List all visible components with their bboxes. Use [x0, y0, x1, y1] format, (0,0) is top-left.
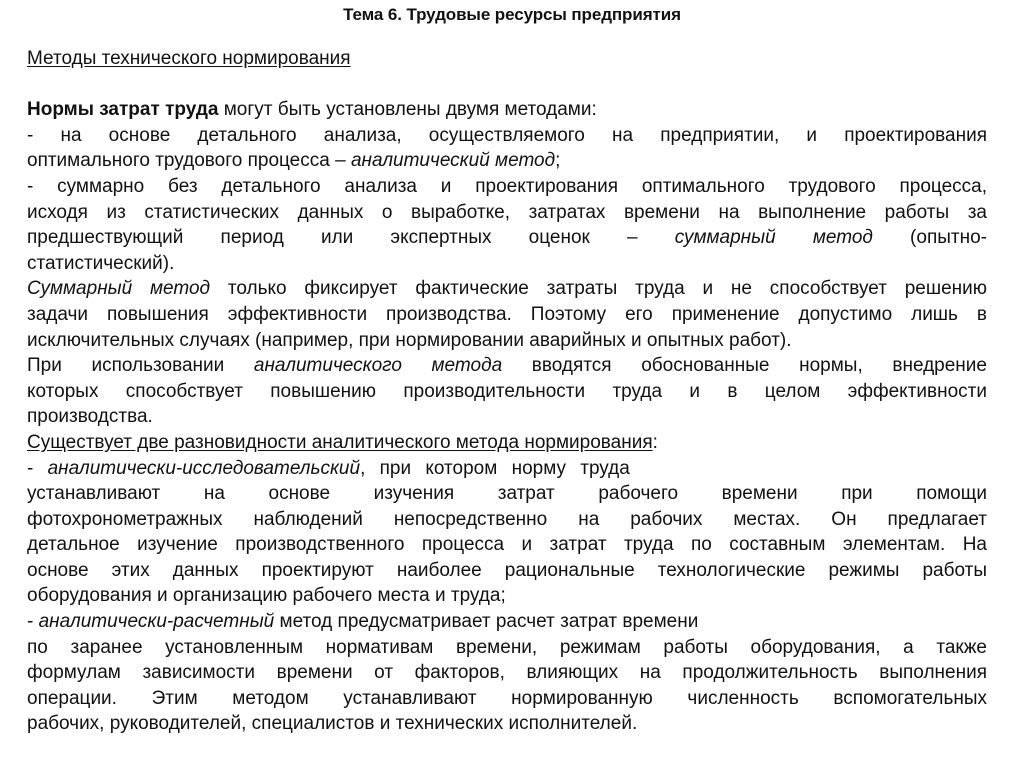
text-line-3 [27, 148, 987, 174]
text-line-16: устанавливают на основе изучения затрат рабочего времени при помощи [27, 483, 987, 505]
text-line-12: которых способствует повышению производительности труда и в целом эффективности [27, 380, 987, 402]
text-run: вводятся обоснованные нормы, внедрение [502, 355, 987, 377]
text-line-2: - на основе детального анализа, осуществляемого на предприятии, и проектирования [27, 124, 987, 146]
text-line-15 [27, 456, 987, 482]
text-run: , при котором норму труда [360, 457, 630, 479]
text-run: могут быть установлены двумя методами: [218, 99, 597, 121]
text-run: ; [555, 150, 561, 172]
text-line-19: основе этих данных проектируют наиболее рациональные технологические режимы работы [27, 559, 987, 581]
text-line-5: исходя из статистических данных о выработке, затратах времени на выполнение работы за [27, 201, 987, 223]
text-run: - [27, 457, 48, 479]
text-line-23: формулам зависимости времени от факторов, влияющих на продолжительность выполнения [27, 662, 987, 684]
blank-line [27, 72, 987, 98]
text-line-4: - суммарно без детального анализа и проектирования оптимального трудового процесса, [27, 175, 987, 197]
bold-term: Нормы затрат труда [27, 99, 219, 121]
text-line-11 [27, 353, 987, 379]
text-run: предшествующий период или экспертных оценок – [27, 227, 675, 249]
text-line-20: оборудования и организацию рабочего места и труда; [27, 585, 506, 607]
text-run: оптимального трудового процесса – [27, 150, 351, 172]
italic-term: аналитически-расчетный [38, 611, 275, 633]
italic-term: аналитически-исследовательский [47, 457, 361, 479]
page-title: Тема 6. Трудовые ресурсы предприятия [343, 5, 681, 24]
italic-term: аналитический метод [350, 150, 556, 172]
text-line-17: фотохронометражных наблюдений непосредственно на рабочих местах. Он предлагает [27, 508, 987, 530]
document-body [27, 46, 987, 737]
text-run: При использовании [27, 355, 254, 377]
text-run: (опытно- [872, 227, 987, 249]
italic-term: аналитического метода [253, 355, 503, 377]
underlined-heading: Существует две разновидности аналитического метода нормирования [27, 431, 653, 453]
section-subtitle: Методы технического нормирования [27, 48, 351, 69]
italic-term: Суммарный метод [27, 278, 211, 300]
text-run: : [652, 431, 658, 453]
text-line-7: статистический). [27, 252, 175, 274]
section-subtitle-line [27, 46, 987, 72]
text-line-22: по заранее установленным нормативам времени, режимам работы оборудования, а также [27, 636, 987, 658]
text-line-8 [27, 276, 987, 302]
text-line-1 [27, 97, 987, 123]
text-line-6 [27, 225, 987, 251]
text-line-9: задачи повышения эффективности производства. Поэтому его применение допустимо лишь в [27, 303, 987, 325]
text-line-14 [27, 430, 987, 456]
text-line-13: производства. [27, 406, 153, 428]
text-run: только фиксирует фактические затраты труда и не способствует решению [210, 278, 988, 300]
text-run: - [27, 611, 39, 633]
text-run: метод предусматривает расчет затрат времени [274, 611, 699, 633]
italic-term: суммарный метод [674, 227, 873, 249]
text-line-10: исключительных случаях (например, при нормировании аварийных и опытных работ). [27, 329, 792, 351]
text-line-25: рабочих, руководителей, специалистов и технических исполнителей. [27, 713, 638, 735]
text-line-18: детальное изучение производственного процесса и затрат труда по составным элементам. На [27, 534, 987, 556]
text-line-24: операции. Этим методом устанавливают нормированную численность вспомогательных [27, 687, 987, 709]
text-line-21 [27, 609, 987, 635]
